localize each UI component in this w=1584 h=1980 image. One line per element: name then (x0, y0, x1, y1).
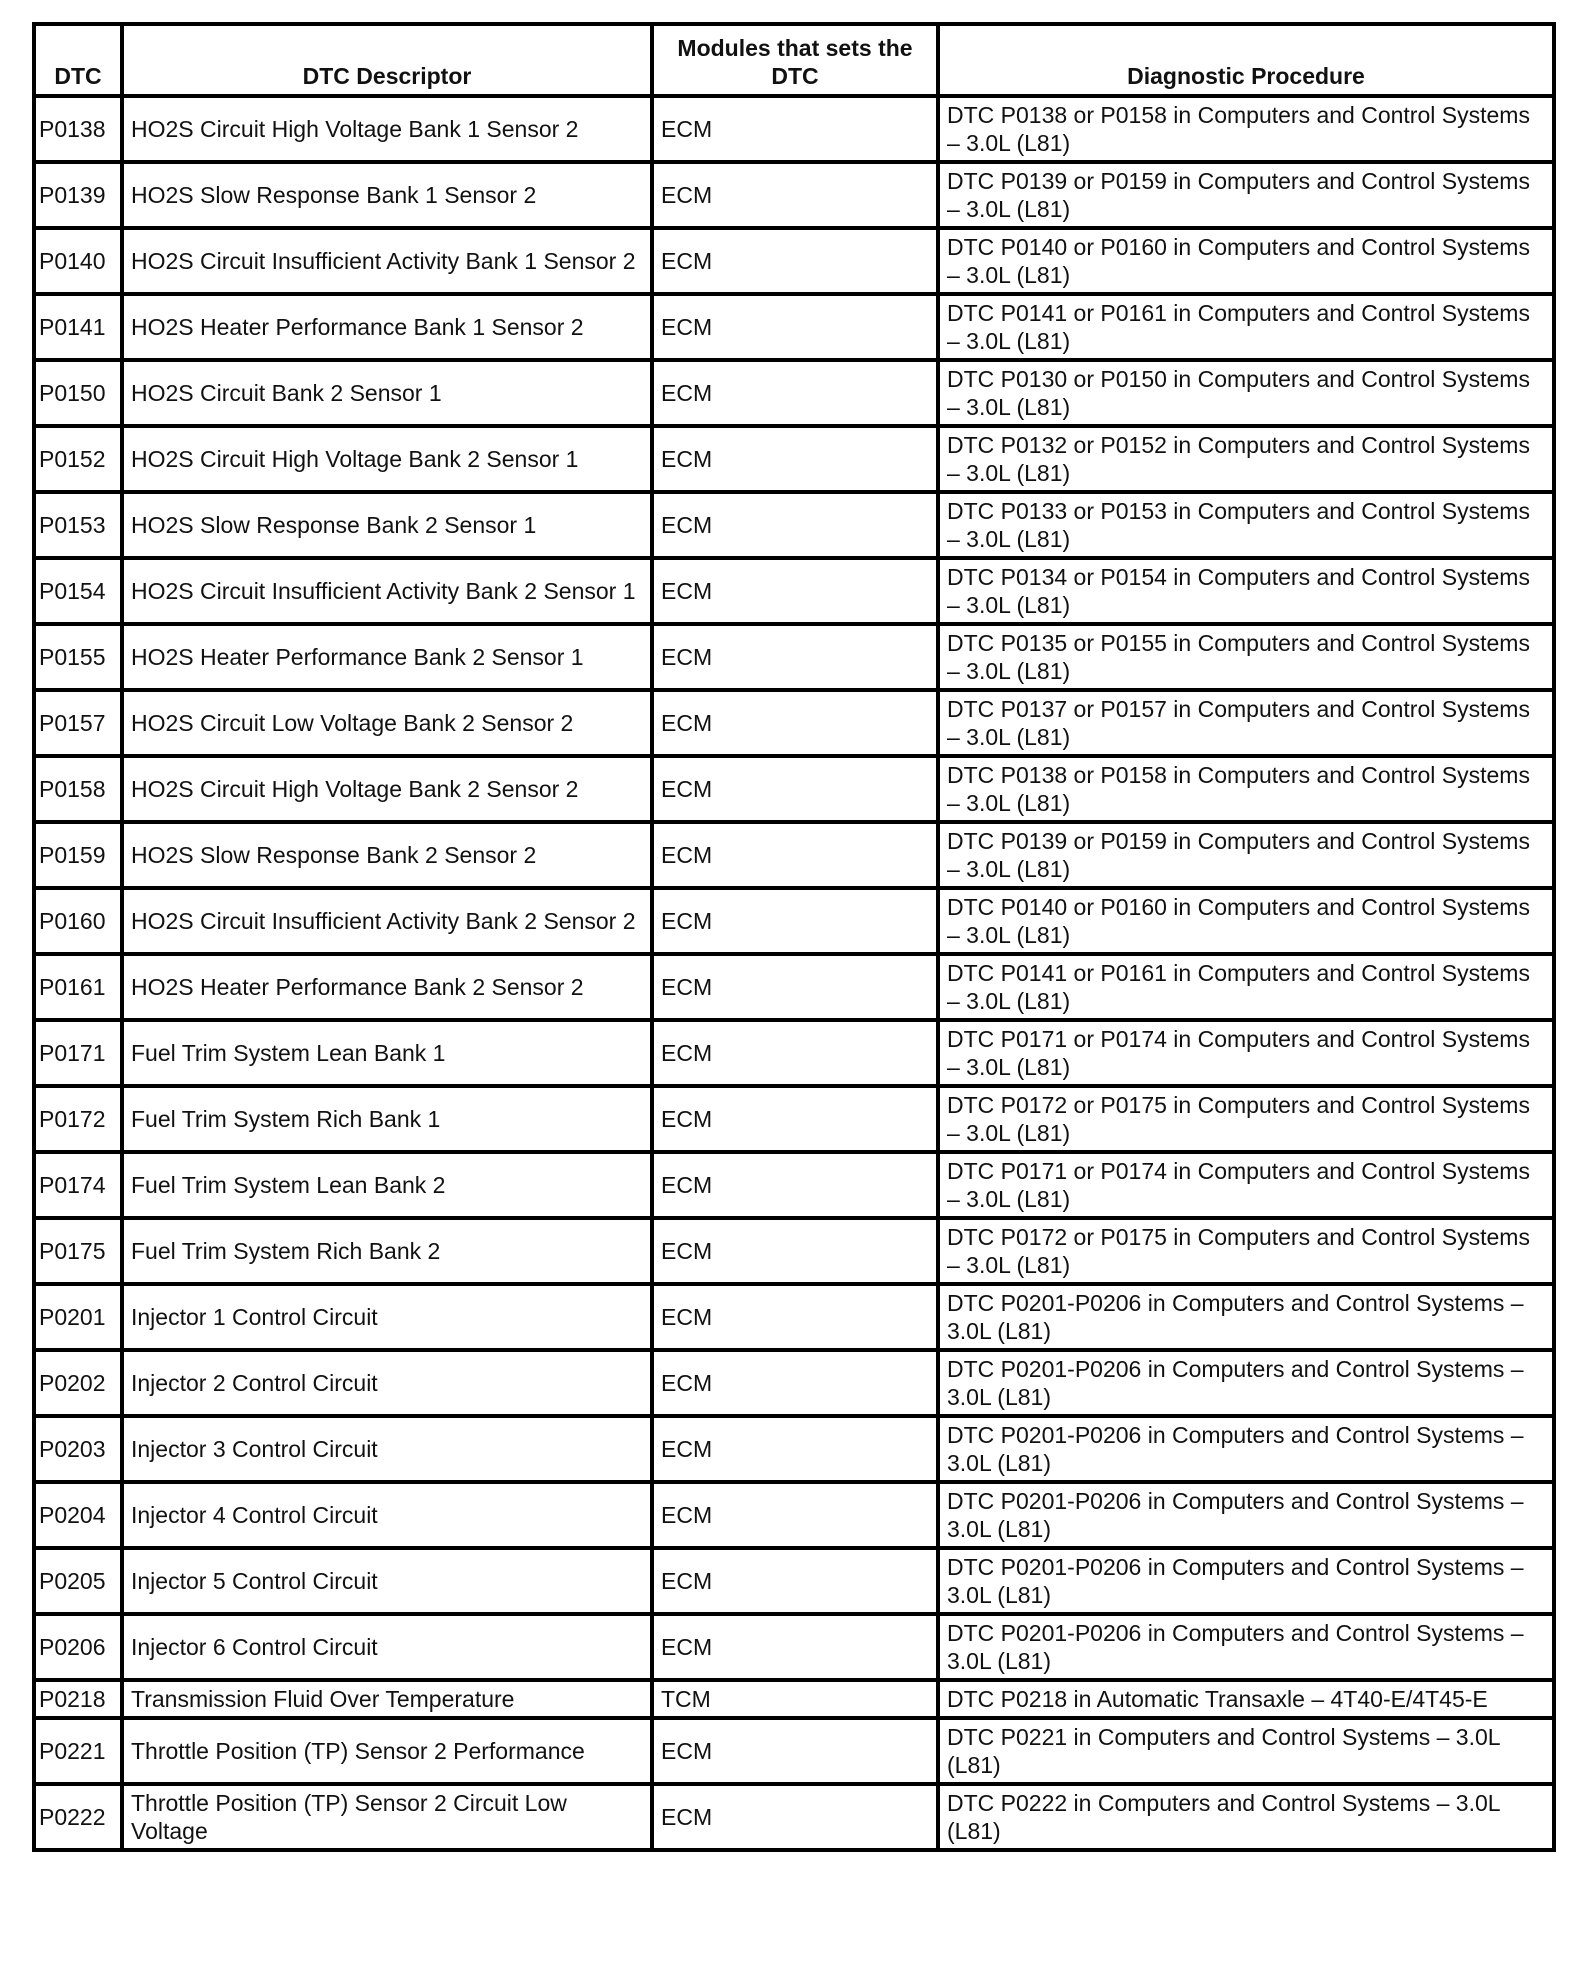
table-row (34, 1350, 1554, 1416)
dtc-procedure: DTC P0201-P0206 in Computers and Control Systems – 3.0L (L81) (938, 1416, 1554, 1482)
dtc-procedure: DTC P0139 or P0159 in Computers and Control Systems – 3.0L (L81) (938, 822, 1554, 888)
table-row (34, 96, 1554, 162)
dtc-code: P0153 (34, 492, 122, 558)
dtc-module: ECM (652, 228, 938, 294)
dtc-descriptor: HO2S Slow Response Bank 1 Sensor 2 (122, 162, 652, 228)
dtc-module: ECM (652, 1152, 938, 1218)
dtc-module: ECM (652, 624, 938, 690)
dtc-descriptor: Injector 6 Control Circuit (122, 1614, 652, 1680)
dtc-table (32, 22, 1556, 1852)
table-row (34, 1614, 1554, 1680)
table-row (34, 558, 1554, 624)
table-row (34, 1218, 1554, 1284)
dtc-descriptor: Fuel Trim System Lean Bank 1 (122, 1020, 652, 1086)
dtc-procedure: DTC P0201-P0206 in Computers and Control Systems – 3.0L (L81) (938, 1548, 1554, 1614)
dtc-procedure: DTC P0201-P0206 in Computers and Control Systems – 3.0L (L81) (938, 1284, 1554, 1350)
dtc-descriptor: HO2S Slow Response Bank 2 Sensor 2 (122, 822, 652, 888)
header-modules: Modules that sets the DTC (652, 24, 938, 96)
dtc-descriptor: HO2S Circuit Insufficient Activity Bank 2 Sensor 2 (122, 888, 652, 954)
dtc-code: P0222 (34, 1784, 122, 1850)
dtc-module: ECM (652, 1020, 938, 1086)
dtc-procedure: DTC P0133 or P0153 in Computers and Control Systems – 3.0L (L81) (938, 492, 1554, 558)
dtc-procedure: DTC P0138 or P0158 in Computers and Control Systems – 3.0L (L81) (938, 96, 1554, 162)
dtc-module: ECM (652, 1218, 938, 1284)
dtc-module: ECM (652, 294, 938, 360)
table-row (34, 1482, 1554, 1548)
dtc-code: P0221 (34, 1718, 122, 1784)
dtc-procedure: DTC P0201-P0206 in Computers and Control Systems – 3.0L (L81) (938, 1614, 1554, 1680)
dtc-procedure: DTC P0201-P0206 in Computers and Control Systems – 3.0L (L81) (938, 1482, 1554, 1548)
dtc-descriptor: HO2S Circuit Insufficient Activity Bank 2 Sensor 1 (122, 558, 652, 624)
dtc-descriptor: Fuel Trim System Rich Bank 2 (122, 1218, 652, 1284)
dtc-descriptor: Fuel Trim System Lean Bank 2 (122, 1152, 652, 1218)
dtc-code: P0139 (34, 162, 122, 228)
dtc-procedure: DTC P0221 in Computers and Control Systems – 3.0L (L81) (938, 1718, 1554, 1784)
dtc-procedure: DTC P0135 or P0155 in Computers and Control Systems – 3.0L (L81) (938, 624, 1554, 690)
dtc-module: ECM (652, 96, 938, 162)
dtc-procedure: DTC P0172 or P0175 in Computers and Control Systems – 3.0L (L81) (938, 1218, 1554, 1284)
dtc-module: ECM (652, 492, 938, 558)
dtc-procedure: DTC P0140 or P0160 in Computers and Control Systems – 3.0L (L81) (938, 228, 1554, 294)
dtc-code: P0159 (34, 822, 122, 888)
dtc-module: ECM (652, 822, 938, 888)
dtc-module: TCM (652, 1680, 938, 1718)
table-row (34, 228, 1554, 294)
dtc-module: ECM (652, 1284, 938, 1350)
dtc-descriptor: Fuel Trim System Rich Bank 1 (122, 1086, 652, 1152)
dtc-module: ECM (652, 954, 938, 1020)
dtc-module: ECM (652, 1548, 938, 1614)
table-row (34, 954, 1554, 1020)
table-body (34, 96, 1554, 1850)
dtc-descriptor: HO2S Slow Response Bank 2 Sensor 1 (122, 492, 652, 558)
dtc-procedure: DTC P0141 or P0161 in Computers and Control Systems – 3.0L (L81) (938, 294, 1554, 360)
dtc-module: ECM (652, 1482, 938, 1548)
dtc-code: P0171 (34, 1020, 122, 1086)
table-row (34, 1718, 1554, 1784)
dtc-code: P0203 (34, 1416, 122, 1482)
dtc-code: P0138 (34, 96, 122, 162)
table-row (34, 294, 1554, 360)
dtc-module: ECM (652, 1784, 938, 1850)
table-row (34, 888, 1554, 954)
dtc-module: ECM (652, 360, 938, 426)
dtc-descriptor: Transmission Fluid Over Temperature (122, 1680, 652, 1718)
dtc-code: P0141 (34, 294, 122, 360)
dtc-descriptor: HO2S Circuit High Voltage Bank 2 Sensor 2 (122, 756, 652, 822)
table-row (34, 1086, 1554, 1152)
dtc-code: P0174 (34, 1152, 122, 1218)
dtc-code: P0161 (34, 954, 122, 1020)
dtc-code: P0172 (34, 1086, 122, 1152)
dtc-descriptor: Injector 5 Control Circuit (122, 1548, 652, 1614)
table-row (34, 756, 1554, 822)
dtc-code: P0204 (34, 1482, 122, 1548)
table-row (34, 1020, 1554, 1086)
dtc-procedure: DTC P0222 in Computers and Control Systems – 3.0L (L81) (938, 1784, 1554, 1850)
dtc-code: P0152 (34, 426, 122, 492)
dtc-module: ECM (652, 1416, 938, 1482)
dtc-descriptor: Throttle Position (TP) Sensor 2 Performance (122, 1718, 652, 1784)
dtc-module: ECM (652, 1086, 938, 1152)
dtc-code: P0202 (34, 1350, 122, 1416)
table-row (34, 162, 1554, 228)
dtc-procedure: DTC P0134 or P0154 in Computers and Control Systems – 3.0L (L81) (938, 558, 1554, 624)
dtc-procedure: DTC P0172 or P0175 in Computers and Control Systems – 3.0L (L81) (938, 1086, 1554, 1152)
header-dtc: DTC (34, 24, 122, 96)
dtc-procedure: DTC P0201-P0206 in Computers and Control Systems – 3.0L (L81) (938, 1350, 1554, 1416)
dtc-code: P0218 (34, 1680, 122, 1718)
table-row (34, 822, 1554, 888)
header-descriptor: DTC Descriptor (122, 24, 652, 96)
dtc-descriptor: HO2S Circuit Low Voltage Bank 2 Sensor 2 (122, 690, 652, 756)
dtc-procedure: DTC P0139 or P0159 in Computers and Control Systems – 3.0L (L81) (938, 162, 1554, 228)
table-row (34, 1152, 1554, 1218)
dtc-code: P0206 (34, 1614, 122, 1680)
dtc-descriptor: HO2S Circuit High Voltage Bank 1 Sensor 2 (122, 96, 652, 162)
dtc-module: ECM (652, 690, 938, 756)
dtc-descriptor: Injector 2 Control Circuit (122, 1350, 652, 1416)
dtc-descriptor: HO2S Heater Performance Bank 2 Sensor 2 (122, 954, 652, 1020)
dtc-code: P0205 (34, 1548, 122, 1614)
dtc-descriptor: Injector 4 Control Circuit (122, 1482, 652, 1548)
dtc-descriptor: HO2S Circuit High Voltage Bank 2 Sensor 1 (122, 426, 652, 492)
dtc-module: ECM (652, 1350, 938, 1416)
dtc-module: ECM (652, 426, 938, 492)
dtc-procedure: DTC P0171 or P0174 in Computers and Control Systems – 3.0L (L81) (938, 1152, 1554, 1218)
dtc-procedure: DTC P0132 or P0152 in Computers and Control Systems – 3.0L (L81) (938, 426, 1554, 492)
dtc-module: ECM (652, 1614, 938, 1680)
dtc-module: ECM (652, 162, 938, 228)
dtc-procedure: DTC P0130 or P0150 in Computers and Control Systems – 3.0L (L81) (938, 360, 1554, 426)
dtc-module: ECM (652, 756, 938, 822)
table-row (34, 1284, 1554, 1350)
dtc-procedure: DTC P0171 or P0174 in Computers and Control Systems – 3.0L (L81) (938, 1020, 1554, 1086)
dtc-descriptor: HO2S Circuit Insufficient Activity Bank 1 Sensor 2 (122, 228, 652, 294)
header-procedure: Diagnostic Procedure (938, 24, 1554, 96)
dtc-code: P0157 (34, 690, 122, 756)
dtc-code: P0140 (34, 228, 122, 294)
table-row (34, 1680, 1554, 1718)
dtc-code: P0175 (34, 1218, 122, 1284)
dtc-procedure: DTC P0140 or P0160 in Computers and Control Systems – 3.0L (L81) (938, 888, 1554, 954)
dtc-module: ECM (652, 1718, 938, 1784)
dtc-procedure: DTC P0137 or P0157 in Computers and Control Systems – 3.0L (L81) (938, 690, 1554, 756)
table-row (34, 426, 1554, 492)
dtc-descriptor: Injector 3 Control Circuit (122, 1416, 652, 1482)
dtc-descriptor: Injector 1 Control Circuit (122, 1284, 652, 1350)
table-row (34, 1416, 1554, 1482)
table-row (34, 624, 1554, 690)
table-header (34, 24, 1554, 96)
dtc-code: P0155 (34, 624, 122, 690)
dtc-module: ECM (652, 888, 938, 954)
dtc-code: P0150 (34, 360, 122, 426)
table-row (34, 1784, 1554, 1850)
dtc-descriptor: HO2S Heater Performance Bank 1 Sensor 2 (122, 294, 652, 360)
dtc-descriptor: HO2S Circuit Bank 2 Sensor 1 (122, 360, 652, 426)
dtc-procedure: DTC P0138 or P0158 in Computers and Control Systems – 3.0L (L81) (938, 756, 1554, 822)
dtc-code: P0160 (34, 888, 122, 954)
header-row (34, 24, 1554, 96)
table-row (34, 1548, 1554, 1614)
dtc-descriptor: Throttle Position (TP) Sensor 2 Circuit Low Voltage (122, 1784, 652, 1850)
dtc-module: ECM (652, 558, 938, 624)
table-row (34, 360, 1554, 426)
dtc-code: P0201 (34, 1284, 122, 1350)
dtc-procedure: DTC P0218 in Automatic Transaxle – 4T40-E/4T45-E (938, 1680, 1554, 1718)
dtc-code: P0158 (34, 756, 122, 822)
table-row (34, 690, 1554, 756)
dtc-code: P0154 (34, 558, 122, 624)
dtc-descriptor: HO2S Heater Performance Bank 2 Sensor 1 (122, 624, 652, 690)
dtc-procedure: DTC P0141 or P0161 in Computers and Control Systems – 3.0L (L81) (938, 954, 1554, 1020)
table-row (34, 492, 1554, 558)
